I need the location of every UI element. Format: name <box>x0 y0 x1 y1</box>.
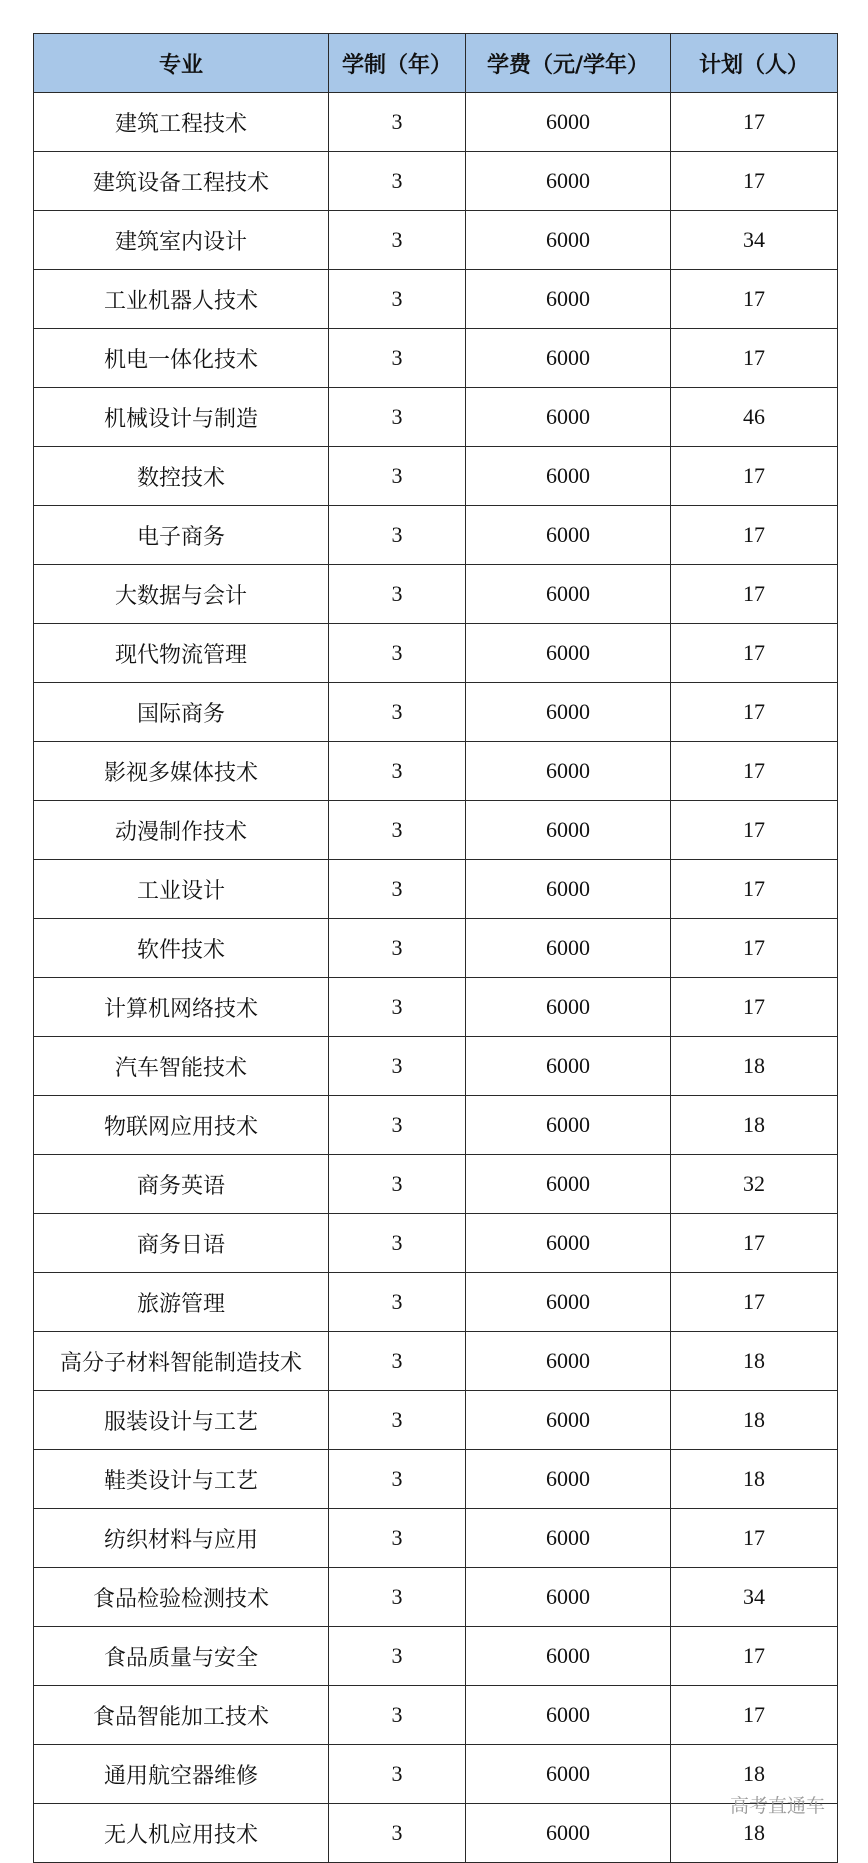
cell-plan: 17 <box>671 506 838 565</box>
cell-tuition: 6000 <box>466 1332 671 1391</box>
cell-tuition: 6000 <box>466 1450 671 1509</box>
cell-duration: 3 <box>329 152 466 211</box>
cell-duration: 3 <box>329 447 466 506</box>
cell-plan: 18 <box>671 1804 838 1863</box>
cell-tuition: 6000 <box>466 1509 671 1568</box>
cell-duration: 3 <box>329 860 466 919</box>
header-duration: 学制（年） <box>329 34 466 93</box>
header-major: 专业 <box>34 34 329 93</box>
cell-tuition: 6000 <box>466 270 671 329</box>
cell-major: 现代物流管理 <box>34 624 329 683</box>
cell-tuition: 6000 <box>466 211 671 270</box>
cell-plan: 17 <box>671 1686 838 1745</box>
cell-major: 食品检验检测技术 <box>34 1568 329 1627</box>
cell-plan: 32 <box>671 1155 838 1214</box>
cell-duration: 3 <box>329 1214 466 1273</box>
cell-tuition: 6000 <box>466 388 671 447</box>
enrollment-plan-table <box>33 33 838 1863</box>
cell-duration: 3 <box>329 1509 466 1568</box>
table-row <box>34 506 838 565</box>
cell-major: 无人机应用技术 <box>34 1804 329 1863</box>
cell-tuition: 6000 <box>466 1804 671 1863</box>
cell-major: 工业机器人技术 <box>34 270 329 329</box>
table-row <box>34 1450 838 1509</box>
table-row <box>34 1214 838 1273</box>
cell-duration: 3 <box>329 1568 466 1627</box>
cell-plan: 17 <box>671 978 838 1037</box>
table-row <box>34 1391 838 1450</box>
table-header-row <box>34 34 838 93</box>
table-row <box>34 565 838 624</box>
cell-major: 鞋类设计与工艺 <box>34 1450 329 1509</box>
cell-tuition: 6000 <box>466 1627 671 1686</box>
table-row <box>34 978 838 1037</box>
table-row <box>34 860 838 919</box>
cell-tuition: 6000 <box>466 1273 671 1332</box>
cell-duration: 3 <box>329 1155 466 1214</box>
cell-plan: 17 <box>671 1214 838 1273</box>
cell-major: 影视多媒体技术 <box>34 742 329 801</box>
cell-duration: 3 <box>329 1273 466 1332</box>
cell-major: 商务英语 <box>34 1155 329 1214</box>
cell-plan: 17 <box>671 1509 838 1568</box>
cell-tuition: 6000 <box>466 152 671 211</box>
cell-major: 数控技术 <box>34 447 329 506</box>
cell-major: 大数据与会计 <box>34 565 329 624</box>
cell-plan: 18 <box>671 1037 838 1096</box>
table-row <box>34 683 838 742</box>
table-row <box>34 624 838 683</box>
table-row <box>34 211 838 270</box>
cell-duration: 3 <box>329 1804 466 1863</box>
table-row <box>34 388 838 447</box>
cell-tuition: 6000 <box>466 683 671 742</box>
table-row <box>34 1332 838 1391</box>
cell-tuition: 6000 <box>466 919 671 978</box>
cell-tuition: 6000 <box>466 742 671 801</box>
cell-plan: 34 <box>671 211 838 270</box>
cell-major: 软件技术 <box>34 919 329 978</box>
cell-plan: 17 <box>671 1627 838 1686</box>
cell-duration: 3 <box>329 329 466 388</box>
cell-tuition: 6000 <box>466 1155 671 1214</box>
cell-tuition: 6000 <box>466 506 671 565</box>
cell-tuition: 6000 <box>466 1037 671 1096</box>
cell-major: 纺织材料与应用 <box>34 1509 329 1568</box>
table-row <box>34 1096 838 1155</box>
cell-plan: 17 <box>671 683 838 742</box>
table-row <box>34 1273 838 1332</box>
table-row <box>34 1627 838 1686</box>
cell-duration: 3 <box>329 978 466 1037</box>
cell-duration: 3 <box>329 1037 466 1096</box>
cell-duration: 3 <box>329 1627 466 1686</box>
cell-plan: 17 <box>671 270 838 329</box>
header-tuition: 学费（元/学年） <box>466 34 671 93</box>
cell-plan: 18 <box>671 1391 838 1450</box>
cell-major: 建筑设备工程技术 <box>34 152 329 211</box>
cell-major: 国际商务 <box>34 683 329 742</box>
table-body <box>34 93 838 1863</box>
table-row <box>34 1686 838 1745</box>
cell-duration: 3 <box>329 919 466 978</box>
cell-tuition: 6000 <box>466 565 671 624</box>
cell-major: 汽车智能技术 <box>34 1037 329 1096</box>
cell-major: 食品智能加工技术 <box>34 1686 329 1745</box>
cell-plan: 17 <box>671 742 838 801</box>
cell-duration: 3 <box>329 1332 466 1391</box>
cell-plan: 17 <box>671 152 838 211</box>
cell-tuition: 6000 <box>466 1391 671 1450</box>
cell-duration: 3 <box>329 624 466 683</box>
table-row <box>34 1745 838 1804</box>
table-row <box>34 919 838 978</box>
cell-plan: 17 <box>671 624 838 683</box>
cell-major: 建筑室内设计 <box>34 211 329 270</box>
table-row <box>34 1804 838 1863</box>
cell-duration: 3 <box>329 388 466 447</box>
cell-duration: 3 <box>329 742 466 801</box>
table-row <box>34 1509 838 1568</box>
cell-major: 食品质量与安全 <box>34 1627 329 1686</box>
cell-plan: 18 <box>671 1450 838 1509</box>
cell-major: 商务日语 <box>34 1214 329 1273</box>
cell-major: 建筑工程技术 <box>34 93 329 152</box>
cell-tuition: 6000 <box>466 860 671 919</box>
cell-major: 机械设计与制造 <box>34 388 329 447</box>
cell-tuition: 6000 <box>466 1096 671 1155</box>
cell-duration: 3 <box>329 1686 466 1745</box>
table-row <box>34 742 838 801</box>
cell-duration: 3 <box>329 683 466 742</box>
cell-plan: 17 <box>671 329 838 388</box>
table-row <box>34 93 838 152</box>
cell-plan: 17 <box>671 1273 838 1332</box>
cell-duration: 3 <box>329 1096 466 1155</box>
cell-major: 物联网应用技术 <box>34 1096 329 1155</box>
cell-tuition: 6000 <box>466 978 671 1037</box>
table-row <box>34 152 838 211</box>
cell-tuition: 6000 <box>466 1214 671 1273</box>
cell-tuition: 6000 <box>466 801 671 860</box>
header-plan: 计划（人） <box>671 34 838 93</box>
table-row <box>34 1568 838 1627</box>
cell-major: 电子商务 <box>34 506 329 565</box>
cell-major: 工业设计 <box>34 860 329 919</box>
cell-tuition: 6000 <box>466 329 671 388</box>
cell-plan: 17 <box>671 919 838 978</box>
table-row <box>34 801 838 860</box>
cell-tuition: 6000 <box>466 447 671 506</box>
cell-tuition: 6000 <box>466 1686 671 1745</box>
table-row <box>34 1037 838 1096</box>
cell-duration: 3 <box>329 211 466 270</box>
cell-plan: 17 <box>671 93 838 152</box>
cell-duration: 3 <box>329 1450 466 1509</box>
enrollment-plan-table-container <box>33 33 837 1863</box>
cell-tuition: 6000 <box>466 1568 671 1627</box>
cell-major: 机电一体化技术 <box>34 329 329 388</box>
cell-plan: 17 <box>671 565 838 624</box>
cell-duration: 3 <box>329 93 466 152</box>
table-row <box>34 329 838 388</box>
cell-duration: 3 <box>329 270 466 329</box>
cell-plan: 18 <box>671 1332 838 1391</box>
cell-plan: 17 <box>671 801 838 860</box>
cell-major: 旅游管理 <box>34 1273 329 1332</box>
cell-plan: 18 <box>671 1096 838 1155</box>
cell-tuition: 6000 <box>466 624 671 683</box>
cell-major: 服装设计与工艺 <box>34 1391 329 1450</box>
cell-duration: 3 <box>329 565 466 624</box>
cell-duration: 3 <box>329 801 466 860</box>
cell-plan: 17 <box>671 860 838 919</box>
cell-tuition: 6000 <box>466 93 671 152</box>
cell-tuition: 6000 <box>466 1745 671 1804</box>
cell-major: 计算机网络技术 <box>34 978 329 1037</box>
cell-duration: 3 <box>329 1745 466 1804</box>
cell-major: 高分子材料智能制造技术 <box>34 1332 329 1391</box>
table-row <box>34 270 838 329</box>
cell-plan: 18 <box>671 1745 838 1804</box>
cell-plan: 34 <box>671 1568 838 1627</box>
cell-duration: 3 <box>329 506 466 565</box>
cell-plan: 17 <box>671 447 838 506</box>
cell-duration: 3 <box>329 1391 466 1450</box>
cell-plan: 46 <box>671 388 838 447</box>
cell-major: 动漫制作技术 <box>34 801 329 860</box>
table-row <box>34 447 838 506</box>
cell-major: 通用航空器维修 <box>34 1745 329 1804</box>
table-row <box>34 1155 838 1214</box>
watermark: 高考直通车 <box>730 1795 826 1817</box>
